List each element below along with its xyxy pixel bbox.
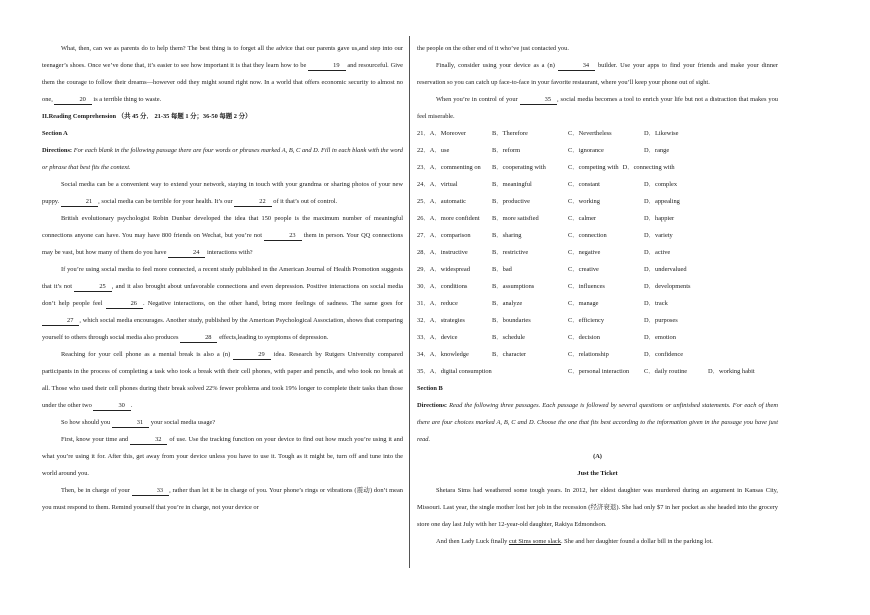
blank-21: 21 bbox=[61, 197, 98, 207]
paragraph: First, know your time and 32 of use. Use the tracking function on your device to find out how much you’re using it and what you’re using it for. After this, get away from your device unless you have to use it. Tough as it might be, turn off and tune into the world around you. bbox=[42, 436, 403, 477]
section-a-label: Section A bbox=[42, 130, 68, 137]
directions: Directions: For each blank in the following passage there are four words or phrases marked A, B, C and D. Fill in each blank with the word or phrase that best fits the context. bbox=[42, 147, 403, 171]
passage-label: (A) bbox=[593, 453, 602, 460]
blank-20: 20 bbox=[54, 95, 91, 105]
column-divider bbox=[409, 36, 410, 568]
option-row: 24．A．virtual B．meaningful C．constant D．complex bbox=[417, 181, 678, 188]
blank-30: 30 bbox=[93, 401, 130, 411]
blank-25: 25 bbox=[74, 282, 111, 292]
paragraph: If you’re using social media to feel more connected, a recent study published in the American Journal of Health Promotion suggests that it’s not 25 , and it also brought about unfavorable connections and even depression. Positive interactions on social media don’t help people feel 26 . Negative interactions, on the other hand, bring more feelings of sadness. The same goes for 27 , which social media encourages. Another study, published by the American Psychological Association, shows that comparing yourself to others through social media also produces 28 effects,leading to symptoms of depression. bbox=[42, 266, 404, 341]
paragraph: So how should you 31 your social media usage? bbox=[61, 419, 216, 426]
section-heading: II.Reading Comprehension （共 45 分． 21-35 每题 1 分；36-50 每题 2 分） bbox=[42, 113, 252, 120]
paragraph: Then, be in charge of your 33 , rather than let it be in charge of you. Your phone’s rings or vibrations (震动) don’t mean you must respond to them. Remind yourself that you’re in charge, not your device or bbox=[42, 487, 403, 511]
option-row: 31．A．reduce B．analyze C．manage D．track bbox=[417, 300, 668, 307]
options-list bbox=[417, 125, 778, 380]
option-row: 26．A．more confident B．more satisfied C．calmer D．happier bbox=[417, 215, 675, 222]
paragraph: And then Lady Luck finally cut Sims some slack. She and her daughter found a dollar bill in the parking lot. bbox=[436, 538, 713, 545]
right-column bbox=[417, 40, 778, 550]
option-row: 21．A．Moreover B．Therefore C．Nevertheless D．Likewise bbox=[417, 130, 679, 137]
blank-33: 33 bbox=[132, 486, 169, 496]
option-row: 34．A．knowledge B．character C．relationship D．confidence bbox=[417, 351, 684, 358]
option-row: 28．A．instructive B．restrictive C．negative D．active bbox=[417, 249, 671, 256]
paragraph: What, then, can we as parents do to help them? The best thing is to forget all the advice that our parents gave us,and step into our teenager’s shoes. Once we’ve done that, it’s easier to see how important it is that they learn how to be 19 and resourceful. Give them the courage to follow their dreams—however odd they might sound right now. In a world that offers economic security to almost no one, 20 is a terrible thing to waste. bbox=[42, 45, 403, 103]
paragraph: Reaching for your cell phone as a mental break is also a (n) 29 idea. Research by Rutgers University compared participants in the process of completing a task who took a break with their cell phones, with paper and pencils, and who took no break at all. Those who used their cell phones during their break solved 22% fewer problems and took 19% longer to complete their tasks than those under the other two 30 . bbox=[42, 351, 403, 409]
blank-22: 22 bbox=[234, 197, 271, 207]
blank-35: 35 bbox=[520, 95, 557, 105]
blank-29: 29 bbox=[233, 350, 270, 360]
blank-24: 24 bbox=[168, 248, 205, 258]
left-column bbox=[42, 40, 403, 516]
paragraph: British evolutionary psychologist Robin Dunbar developed the idea that 150 people is the maximum number of meaningful connections anyone can have. You may have 800 friends on Wechat, but you’re not 23 them in person. Your QQ connections may be vast, but how many of them do you have 24 interactions with? bbox=[42, 215, 403, 256]
blank-19: 19 bbox=[308, 61, 345, 71]
blank-34: 34 bbox=[558, 61, 595, 71]
passage-title: Just the Ticket bbox=[577, 470, 618, 477]
section-b-label: Section B bbox=[417, 385, 443, 392]
option-row: 22．A．use B．reform C．ignorance D．range bbox=[417, 147, 670, 154]
option-row: 27．A．comparison B．sharing C．connection D．variety bbox=[417, 232, 673, 239]
option-row: 30．A．conditions B．assumptions C．influences D．developments bbox=[417, 283, 691, 290]
paragraph: Social media can be a convenient way to extend your network, staying in touch with your grandma or sharing photos of your new puppy. 21 , social media can be terrible for your health. It’s our 22 of it that’s out of control. bbox=[42, 181, 403, 205]
option-row: 32．A．strategies B．boundaries C．efficiency D．purposes bbox=[417, 317, 678, 324]
paragraph: Finally, consider using your device as a (n) 34 builder. Use your apps to find your friends and make your dinner reservation so you can catch up face-to-face in your favorite restaurant, where you’ll keep your phone out of sight. bbox=[417, 62, 778, 86]
underlined-phrase: cut Sims some slack bbox=[508, 538, 561, 545]
paragraph: Shetara Sims had weathered some tough years. In 2012, her eldest daughter was murdered during an argument in Kansas City, Missouri. Last year, the single mother lost her job in the recession (经济衰退). She had only $7 in her pocket as she headed into the grocery store one day last July with her 12-year-old daughter, Rakiya Edmondson. bbox=[417, 487, 778, 528]
paragraph: When you’re in control of your 35 , social media becomes a tool to enrich your life but not a distraction that makes you feel miserable. bbox=[417, 96, 778, 120]
option-row: 25．A．automatic B．productive C．working D．appealing bbox=[417, 198, 680, 205]
option-row: 35．A．digital consumption C．personal interaction C．daily routine D．working habit bbox=[417, 368, 755, 375]
option-row: 23．A．commenting on B．cooperating with C．competing with D．connecting with bbox=[417, 164, 675, 171]
blank-28: 28 bbox=[180, 333, 217, 343]
option-row: 29．A．widespread B．bad C．creative D．undervalued bbox=[417, 266, 687, 273]
blank-32: 32 bbox=[130, 435, 167, 445]
blank-27: 27 bbox=[42, 316, 79, 326]
blank-23: 23 bbox=[264, 231, 301, 241]
blank-26: 26 bbox=[106, 299, 143, 309]
option-row: 33．A．device B．schedule C．decision D．emotion bbox=[417, 334, 676, 341]
directions: Directions: Read the following three passages. Each passage is followed by several questions or unfinished statements. For each of them there are four choices marked A, B, C and D. Choose the one that fits best according to the information given in the passage you have just read. bbox=[417, 402, 778, 443]
blank-31: 31 bbox=[112, 418, 149, 428]
paragraph: the people on the other end of it who’ve just contacted you. bbox=[417, 45, 569, 52]
